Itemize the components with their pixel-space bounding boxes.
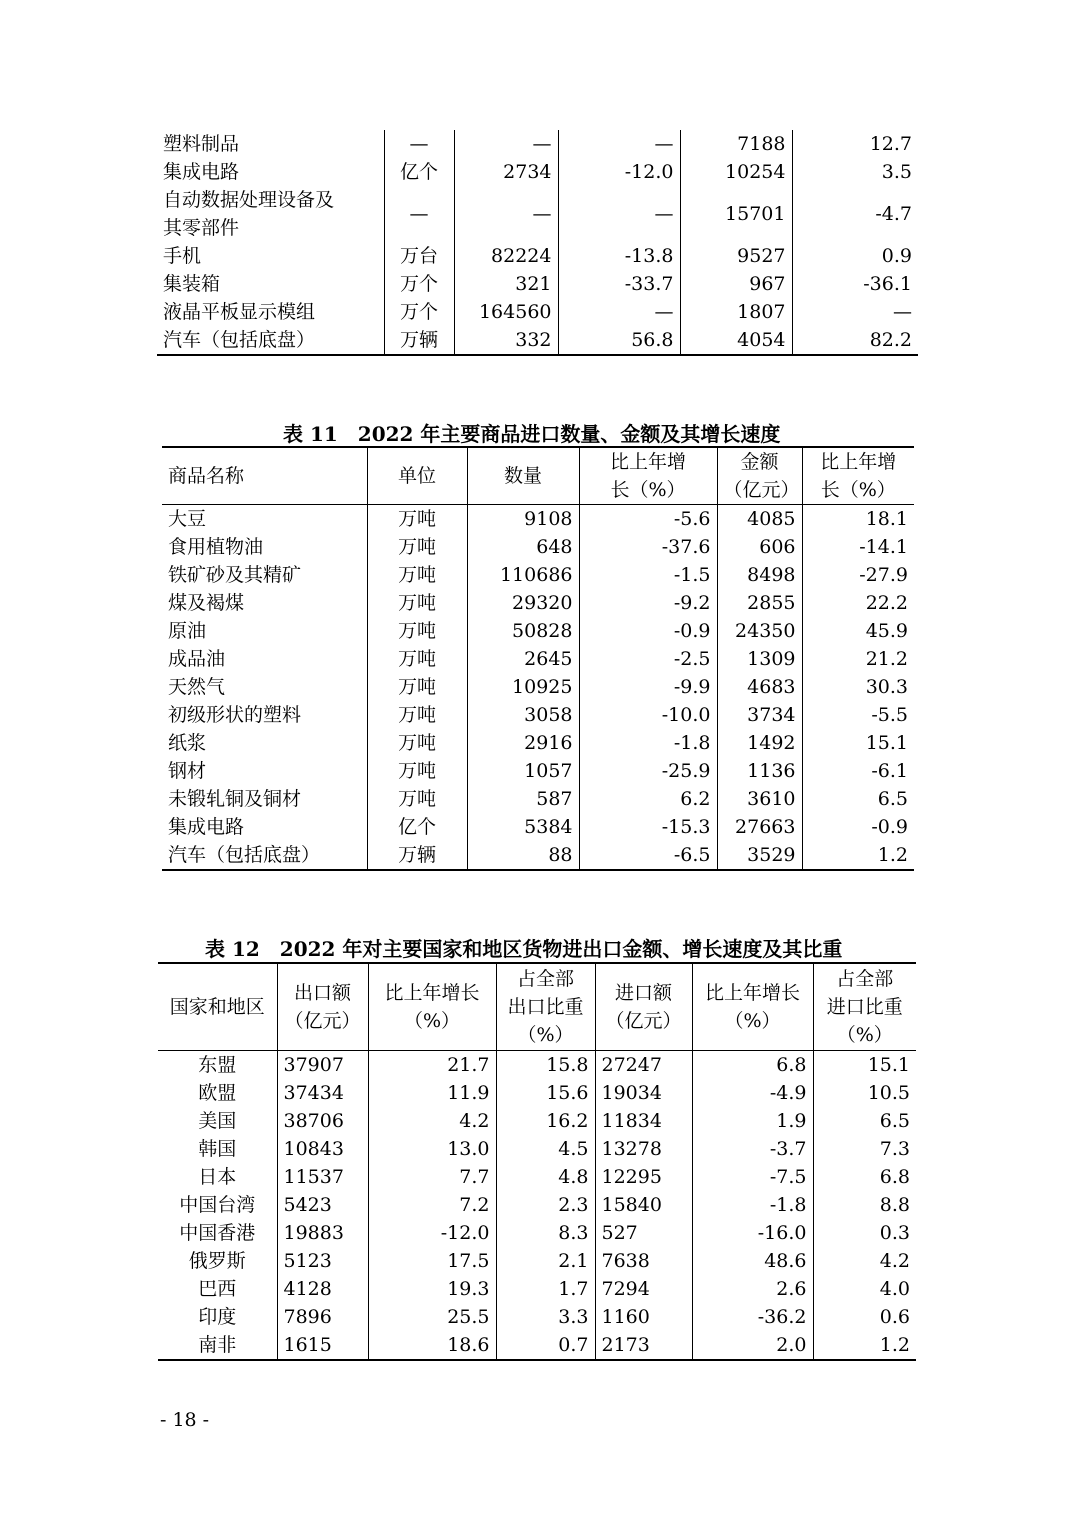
import-share-cell: 10.5 [813,1079,916,1107]
amount-cell: 4054 [680,326,792,355]
table-row [158,1247,916,1275]
table-row [162,729,914,757]
export-share-cell: 1.7 [496,1275,595,1303]
table-row [157,270,918,298]
quantity-cell: 332 [454,326,558,355]
table-row [158,1191,916,1219]
amount-cell: 15701 [680,186,792,242]
quantity-growth-cell: -33.7 [558,270,680,298]
header-quantity-growth-line1: 比上年增 [609,451,686,473]
export-goods-table-continued [157,130,918,356]
amount-growth-cell: -14.1 [802,533,914,561]
export-cell: 19883 [277,1219,368,1247]
table-row [162,813,914,841]
import-goods-table [162,446,914,871]
region-cell: 韩国 [198,1138,237,1160]
quantity-growth-cell: — [558,186,680,242]
amount-growth-cell: 21.2 [802,645,914,673]
import-share-cell: 1.2 [813,1331,916,1360]
export-cell: 7896 [277,1303,368,1331]
table-row [158,1275,916,1303]
amount-growth-cell: -4.7 [792,186,918,242]
table-row [162,617,914,645]
import-goods-header-row [162,447,914,505]
quantity-growth-cell: -5.6 [579,505,717,534]
header-region: 国家和地区 [158,963,277,1051]
amount-cell: 10254 [680,158,792,186]
amount-growth-cell: -0.9 [802,813,914,841]
table-row [158,1079,916,1107]
import-growth-cell: -1.8 [692,1191,813,1219]
header-import-line2: （亿元） [605,1010,682,1032]
goods-name-cell: 铁矿砂及其精矿 [168,564,302,586]
import-cell: 19034 [595,1079,692,1107]
amount-cell: 24350 [717,617,802,645]
import-share-cell: 0.6 [813,1303,916,1331]
header-quantity-growth [579,447,717,505]
unit-cell: 万吨 [367,589,467,617]
table-row [162,701,914,729]
table-row [157,186,918,242]
header-quantity: 数量 [467,447,579,505]
unit-cell: 万吨 [367,785,467,813]
unit-cell: 万吨 [367,505,467,534]
export-cell: 37434 [277,1079,368,1107]
quantity-growth-cell: -10.0 [579,701,717,729]
export-cell: 37907 [277,1051,368,1080]
amount-growth-cell: — [792,298,918,326]
export-growth-cell: 17.5 [368,1247,496,1275]
amount-cell: 3529 [717,841,802,870]
amount-growth-cell: 3.5 [792,158,918,186]
export-cell: 1615 [277,1331,368,1360]
amount-growth-cell: 18.1 [802,505,914,534]
quantity-cell: 2916 [467,729,579,757]
region-cell: 中国台湾 [179,1194,256,1216]
export-growth-cell: 18.6 [368,1331,496,1360]
table-row [162,645,914,673]
export-share-cell: 15.8 [496,1051,595,1080]
export-share-cell: 15.6 [496,1079,595,1107]
import-share-cell: 6.8 [813,1163,916,1191]
export-share-cell: 8.3 [496,1219,595,1247]
export-growth-cell: 19.3 [368,1275,496,1303]
export-growth-cell: 13.0 [368,1135,496,1163]
table-row [162,533,914,561]
header-import-share-line3: （%） [836,1024,893,1046]
goods-name-cell: 初级形状的塑料 [168,704,302,726]
goods-name-cell: 原油 [168,620,207,642]
amount-cell: 1309 [717,645,802,673]
header-export-share [496,963,595,1051]
amount-growth-cell: -6.1 [802,757,914,785]
import-cell: 2173 [595,1331,692,1360]
unit-cell: 万个 [384,298,454,326]
header-import [595,963,692,1051]
table-row [162,673,914,701]
unit-cell: — [384,186,454,242]
export-share-cell: 2.3 [496,1191,595,1219]
header-quantity-growth-line2: 长（%） [610,479,686,501]
header-amount-growth-line1: 比上年增 [820,451,897,473]
export-growth-cell: 7.2 [368,1191,496,1219]
amount-cell: 7188 [680,130,792,158]
import-cell: 13278 [595,1135,692,1163]
goods-name-cell: 塑料制品 [163,133,240,155]
amount-cell: 27663 [717,813,802,841]
import-growth-cell: 6.8 [692,1051,813,1080]
import-share-cell: 6.5 [813,1107,916,1135]
quantity-cell: 3058 [467,701,579,729]
goods-name-cell: 集成电路 [168,816,245,838]
import-growth-cell: 2.0 [692,1331,813,1360]
amount-growth-cell: -27.9 [802,561,914,589]
header-amount-line1: 金额 [740,451,779,473]
import-cell: 1160 [595,1303,692,1331]
goods-name-cell: 集装箱 [163,273,221,295]
table-row [162,505,914,534]
header-import-growth-line1: 比上年增长 [704,982,800,1004]
export-growth-cell: -12.0 [368,1219,496,1247]
table11-caption: 表 11 2022 年主要商品进口数量、金额及其增长速度 [283,422,781,446]
import-cell: 11834 [595,1107,692,1135]
quantity-cell: 88 [467,841,579,870]
trade-by-region-table-body [158,1051,916,1361]
table-row [162,841,914,870]
table-row [158,1331,916,1360]
export-cell: 38706 [277,1107,368,1135]
quantity-cell: 164560 [454,298,558,326]
import-cell: 15840 [595,1191,692,1219]
import-cell: 7294 [595,1275,692,1303]
page-number: - 18 - [160,1409,210,1431]
region-cell: 日本 [198,1166,237,1188]
goods-name-cell: 汽车（包括底盘） [168,844,321,866]
amount-cell: 1807 [680,298,792,326]
table-row [157,130,918,158]
export-growth-cell: 25.5 [368,1303,496,1331]
quantity-growth-cell: -37.6 [579,533,717,561]
table12-caption: 表 12 2022 年对主要国家和地区货物进出口金额、增长速度及其比重 [205,937,843,961]
export-cell: 5423 [277,1191,368,1219]
header-import-growth-line2: （%） [724,1010,781,1032]
goods-name-cell: 钢材 [168,760,207,782]
unit-cell: 万个 [384,270,454,298]
table-row [157,242,918,270]
region-cell: 巴西 [198,1278,237,1300]
header-export-growth-line1: 比上年增长 [384,982,480,1004]
quantity-growth-cell: -1.5 [579,561,717,589]
quantity-cell: 9108 [467,505,579,534]
amount-growth-cell: 45.9 [802,617,914,645]
goods-name-cell: 汽车（包括底盘） [163,329,316,351]
quantity-growth-cell: -9.9 [579,673,717,701]
export-share-cell: 4.8 [496,1163,595,1191]
export-growth-cell: 21.7 [368,1051,496,1080]
import-share-cell: 4.0 [813,1275,916,1303]
region-cell: 美国 [198,1110,237,1132]
quantity-cell: 587 [467,785,579,813]
quantity-growth-cell: -25.9 [579,757,717,785]
amount-growth-cell: -36.1 [792,270,918,298]
export-growth-cell: 11.9 [368,1079,496,1107]
quantity-growth-cell: -1.8 [579,729,717,757]
export-cell: 4128 [277,1275,368,1303]
import-share-cell: 7.3 [813,1135,916,1163]
amount-growth-cell: 6.5 [802,785,914,813]
quantity-cell: 2734 [454,158,558,186]
import-growth-cell: 1.9 [692,1107,813,1135]
header-import-line1: 进口额 [614,982,672,1004]
goods-name-cell: 集成电路 [163,161,240,183]
quantity-cell: 1057 [467,757,579,785]
amount-cell: 9527 [680,242,792,270]
quantity-cell: 648 [467,533,579,561]
header-amount-growth [802,447,914,505]
header-export-growth-line2: （%） [403,1010,461,1032]
quantity-growth-cell: -15.3 [579,813,717,841]
table-row [157,326,918,355]
table-row [158,1163,916,1191]
unit-cell: 亿个 [367,813,467,841]
header-amount-line2: （亿元） [723,479,800,501]
table-row [162,785,914,813]
amount-cell: 967 [680,270,792,298]
unit-cell: 万辆 [384,326,454,355]
unit-cell: 万吨 [367,729,467,757]
table-row [157,158,918,186]
quantity-cell: 29320 [467,589,579,617]
trade-by-region-header-row [158,963,916,1051]
amount-growth-cell: 82.2 [792,326,918,355]
export-share-cell: 3.3 [496,1303,595,1331]
quantity-growth-cell: 6.2 [579,785,717,813]
amount-growth-cell: 1.2 [802,841,914,870]
header-export-line2: （亿元） [284,1010,361,1032]
region-cell: 欧盟 [198,1082,237,1104]
quantity-cell: 110686 [467,561,579,589]
unit-cell: 万台 [384,242,454,270]
quantity-growth-cell: -13.8 [558,242,680,270]
amount-growth-cell: 30.3 [802,673,914,701]
amount-growth-cell: 12.7 [792,130,918,158]
quantity-cell: — [454,186,558,242]
table-row [162,757,914,785]
amount-cell: 4683 [717,673,802,701]
import-goods-table-body [162,505,914,871]
import-cell: 7638 [595,1247,692,1275]
quantity-growth-cell: -12.0 [558,158,680,186]
unit-cell: 万吨 [367,757,467,785]
import-cell: 527 [595,1219,692,1247]
unit-cell: 亿个 [384,158,454,186]
unit-cell: 万吨 [367,701,467,729]
quantity-cell: — [454,130,558,158]
unit-cell: — [384,130,454,158]
import-share-cell: 0.3 [813,1219,916,1247]
goods-name-cell: 煤及褐煤 [168,592,245,614]
export-growth-cell: 4.2 [368,1107,496,1135]
unit-cell: 万吨 [367,617,467,645]
amount-cell: 8498 [717,561,802,589]
header-import-share-line1: 占全部 [836,968,894,990]
import-growth-cell: -16.0 [692,1219,813,1247]
table-row [158,1303,916,1331]
import-share-cell: 15.1 [813,1051,916,1080]
goods-name-line: 自动数据处理设备及 [163,189,335,211]
import-share-cell: 4.2 [813,1247,916,1275]
quantity-cell: 321 [454,270,558,298]
quantity-growth-cell: 56.8 [558,326,680,355]
header-import-share [813,963,916,1051]
quantity-cell: 82224 [454,242,558,270]
region-cell: 东盟 [198,1054,237,1076]
table-row [162,561,914,589]
import-growth-cell: -7.5 [692,1163,813,1191]
export-goods-table-body [157,130,918,355]
amount-cell: 3734 [717,701,802,729]
quantity-growth-cell: — [558,298,680,326]
unit-cell: 万吨 [367,561,467,589]
import-growth-cell: -36.2 [692,1303,813,1331]
quantity-growth-cell: -6.5 [579,841,717,870]
export-growth-cell: 7.7 [368,1163,496,1191]
unit-cell: 万吨 [367,673,467,701]
table-row [158,1051,916,1080]
amount-growth-cell: 22.2 [802,589,914,617]
import-growth-cell: -3.7 [692,1135,813,1163]
quantity-growth-cell: -9.2 [579,589,717,617]
export-share-cell: 4.5 [496,1135,595,1163]
header-export-share-line2: 出口比重 [507,996,584,1018]
region-cell: 南非 [198,1334,237,1356]
goods-name-line: 其零部件 [163,217,240,239]
quantity-cell: 10925 [467,673,579,701]
header-import-share-line2: 进口比重 [826,996,903,1018]
table-row [157,298,918,326]
import-growth-cell: 2.6 [692,1275,813,1303]
import-cell: 12295 [595,1163,692,1191]
header-export-line1: 出口额 [293,982,351,1004]
goods-name-cell [157,186,384,242]
table-row [158,1219,916,1247]
import-share-cell: 8.8 [813,1191,916,1219]
export-cell: 5123 [277,1247,368,1275]
amount-cell: 606 [717,533,802,561]
quantity-cell: 2645 [467,645,579,673]
amount-cell: 3610 [717,785,802,813]
header-export-growth [368,963,496,1051]
goods-name-cell: 液晶平板显示模组 [163,301,316,323]
quantity-growth-cell: -2.5 [579,645,717,673]
goods-name-cell: 大豆 [168,508,207,530]
table-row [158,1135,916,1163]
export-cell: 11537 [277,1163,368,1191]
quantity-cell: 5384 [467,813,579,841]
trade-by-region-table [158,962,916,1361]
header-export-share-line3: （%） [517,1024,574,1046]
header-amount [717,447,802,505]
import-cell: 27247 [595,1051,692,1080]
table-row [162,589,914,617]
goods-name-cell: 天然气 [168,676,226,698]
table-row [158,1107,916,1135]
region-cell: 俄罗斯 [188,1250,246,1272]
amount-cell: 2855 [717,589,802,617]
header-unit: 单位 [367,447,467,505]
goods-name-cell: 食用植物油 [168,536,264,558]
header-import-growth [692,963,813,1051]
goods-name-cell: 纸浆 [168,732,207,754]
region-cell: 印度 [198,1306,237,1328]
quantity-cell: 50828 [467,617,579,645]
header-export-share-line1: 占全部 [516,968,574,990]
amount-cell: 4085 [717,505,802,534]
goods-name-cell: 手机 [163,245,202,267]
region-cell: 中国香港 [179,1222,256,1244]
goods-name-cell: 未锻轧铜及铜材 [168,788,302,810]
amount-cell: 1492 [717,729,802,757]
header-goods-name: 商品名称 [162,447,367,505]
import-growth-cell: 48.6 [692,1247,813,1275]
quantity-growth-cell: -0.9 [579,617,717,645]
export-cell: 10843 [277,1135,368,1163]
unit-cell: 万吨 [367,533,467,561]
amount-cell: 1136 [717,757,802,785]
amount-growth-cell: 15.1 [802,729,914,757]
export-share-cell: 16.2 [496,1107,595,1135]
export-share-cell: 2.1 [496,1247,595,1275]
unit-cell: 万吨 [367,645,467,673]
export-share-cell: 0.7 [496,1331,595,1360]
header-amount-growth-line2: 长（%） [820,479,896,501]
amount-growth-cell: -5.5 [802,701,914,729]
quantity-growth-cell: — [558,130,680,158]
goods-name-cell: 成品油 [168,648,226,670]
import-growth-cell: -4.9 [692,1079,813,1107]
amount-growth-cell: 0.9 [792,242,918,270]
header-export [277,963,368,1051]
unit-cell: 万辆 [367,841,467,870]
